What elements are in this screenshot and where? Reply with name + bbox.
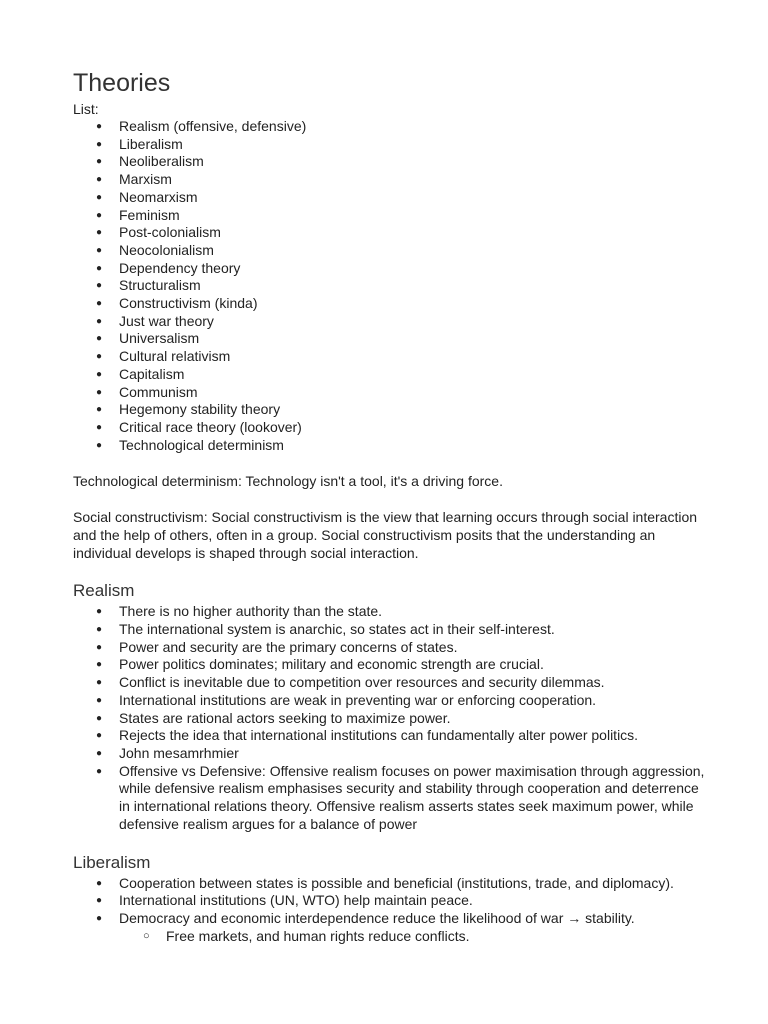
bullet-icon: ●: [96, 174, 103, 186]
bullet-icon: ●: [96, 191, 103, 203]
bullet-icon: ●: [96, 765, 103, 777]
spacer: [73, 454, 708, 472]
list-item: ● International institutions are weak in preventing war or enforcing cooperation.: [96, 691, 597, 708]
list-item: ● Just war theory: [96, 312, 214, 329]
bullet-icon: ●: [96, 895, 103, 907]
list-item: ● Structuralism: [96, 277, 201, 294]
list-item: ● Power and security are the primary concerns of states.: [96, 638, 458, 655]
list-item: ○ Free markets, and human rights reduce conflicts.: [143, 927, 470, 944]
bullet-icon: ●: [96, 138, 103, 150]
list-item: ● There is no higher authority than the state.: [96, 603, 383, 620]
list-item: ● Marxism: [96, 171, 172, 188]
bullet-icon: ●: [96, 694, 103, 706]
bullet-icon: ●: [96, 227, 103, 239]
spacer: [73, 490, 708, 508]
list-item: ● Universalism: [96, 330, 200, 347]
page-title: Theories: [73, 69, 171, 97]
bullet-icon: ●: [96, 421, 103, 433]
list-item: ● Capitalism: [96, 365, 185, 382]
bullet-icon: ●: [96, 677, 103, 689]
hollow-bullet-icon: ○: [143, 929, 150, 942]
bullet-icon: ●: [96, 280, 103, 292]
bullet-icon: ●: [96, 244, 103, 256]
list-item: ● International institutions (UN, WTO) help maintain peace.: [96, 892, 473, 909]
theories-list: [73, 118, 708, 454]
list-item: ● John mesamrhmier: [96, 744, 239, 761]
list-item: ● Cooperation between states is possible and beneficial (institutions, trade, and diplomacy).: [96, 874, 674, 891]
bullet-icon: ●: [96, 877, 103, 889]
bullet-icon: ●: [96, 404, 103, 416]
tech-determinism-paragraph: Technological determinism: Technology isn't a tool, it's a driving force.: [73, 473, 503, 490]
list-item: ● Offensive vs Defensive: Offensive realism focuses on power maximisation through aggression, while defensive realism emphasises security and stability through cooperation and deterrence in international relations theory. Offensive realism asserts states seek maximum power, while defensive realism argues for a balance of power: [96, 762, 705, 832]
realism-heading: Realism: [73, 581, 135, 601]
bullet-icon: ●: [96, 439, 103, 451]
social-constructivism-paragraph: Social constructivism: Social constructivism is the view that learning occurs through social interaction and the help of others, often in a group. Social constructivism posits that the understanding an individual develops is shaped through social interaction.: [73, 509, 698, 562]
spacer: [73, 562, 708, 579]
bullet-icon: ●: [96, 315, 103, 327]
bullet-icon: ●: [96, 730, 103, 742]
list-item: ● Hegemony stability theory: [96, 401, 281, 418]
list-item: ● Conflict is inevitable due to competition over resources and security dilemmas.: [96, 674, 605, 691]
liberalism-heading: Liberalism: [73, 852, 151, 872]
bullet-icon: ●: [96, 333, 103, 345]
bullet-icon: ●: [96, 262, 103, 274]
bullet-icon: ●: [96, 641, 103, 653]
list-item: ● States are rational actors seeking to maximize power.: [96, 709, 451, 726]
list-item: ● Neomarxism: [96, 188, 198, 205]
list-item: ● Feminism: [96, 206, 180, 223]
liberalism-list: [73, 875, 708, 928]
bullet-icon: ●: [96, 368, 103, 380]
list-item: ● Realism (offensive, defensive): [96, 118, 307, 134]
list-item: ● Democracy and economic interdependence reduce the likelihood of war → stability.: [96, 909, 635, 926]
list-item: ● Rejects the idea that international institutions can fundamentally alter power politics.: [96, 727, 639, 744]
spacer: [73, 834, 708, 851]
list-item: ● Post-colonialism: [96, 224, 221, 241]
bullet-icon: ●: [96, 209, 103, 221]
realism-list: [73, 603, 708, 833]
bullet-icon: ●: [96, 624, 103, 636]
bullet-icon: ●: [96, 912, 103, 924]
bullet-icon: ●: [96, 121, 103, 132]
bullet-icon: ●: [96, 351, 103, 363]
bullet-icon: ●: [96, 712, 103, 724]
bullet-icon: ●: [96, 747, 103, 759]
bullet-icon: ●: [96, 156, 103, 168]
list-item: ● Communism: [96, 383, 198, 400]
list-item: ● Critical race theory (lookover): [96, 418, 302, 435]
list-item: ● Power politics dominates; military and economic strength are crucial.: [96, 656, 544, 673]
list-label: List:: [73, 101, 99, 117]
bullet-icon: ●: [96, 298, 103, 310]
list-item: ● Technological determinism: [96, 436, 284, 453]
liberalism-sublist: [73, 928, 708, 946]
list-item: ● Cultural relativism: [96, 348, 231, 365]
list-item: ● The international system is anarchic, so states act in their self-interest.: [96, 621, 555, 638]
list-item: ● Liberalism: [96, 135, 183, 152]
bullet-icon: ●: [96, 659, 103, 671]
list-item: ● Neoliberalism: [96, 153, 204, 170]
bullet-icon: ●: [96, 606, 103, 618]
list-item: ● Constructivism (kinda): [96, 295, 258, 312]
list-item: ● Neocolonialism: [96, 241, 214, 258]
list-item: ● Dependency theory: [96, 259, 241, 276]
bullet-icon: ●: [96, 386, 103, 398]
